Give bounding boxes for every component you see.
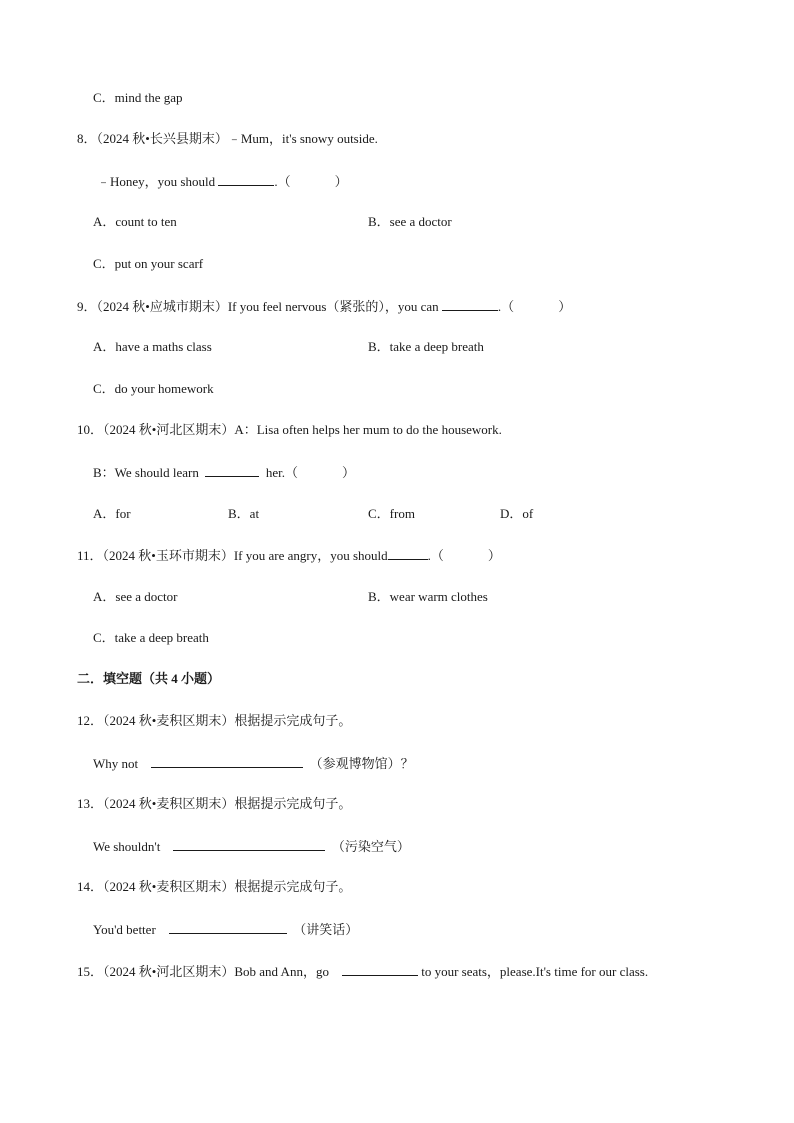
question-number: 13．	[77, 796, 104, 811]
answer-paren-open: .（	[274, 174, 291, 189]
question-prompt: ﹣Mum，it's snowy outside.	[227, 131, 378, 146]
question-source: （2024 秋•麦积区期末）	[103, 879, 235, 894]
question-source: （2024 秋•河北区期末）	[103, 422, 235, 437]
question-12-sentence	[93, 755, 414, 772]
question-15-stem	[77, 963, 648, 980]
hint-text: （污染空气）	[331, 839, 410, 854]
q9-option-a[interactable]: A．have a maths class	[93, 339, 212, 354]
sentence-text: We shouldn't	[93, 839, 161, 854]
reply-text: B：We should learn	[93, 465, 199, 480]
answer-blank[interactable]	[388, 547, 428, 560]
q11-option-a[interactable]: A．see a doctor	[93, 589, 178, 604]
answer-paren-open: her.（	[265, 465, 298, 480]
question-instruction: 根据提示完成句子。	[234, 713, 352, 728]
question-number: 15．	[77, 964, 104, 979]
q8-option-b[interactable]: B．see a doctor	[368, 214, 452, 229]
sentence-text: You'd better	[93, 922, 156, 937]
question-source: （2024 秋•玉环市期末）	[102, 548, 234, 563]
q10-option-a[interactable]: A．for	[93, 506, 131, 521]
question-12-stem	[77, 713, 351, 729]
question-9-stem	[77, 298, 571, 315]
answer-blank[interactable]	[173, 838, 325, 851]
question-10-reply	[93, 464, 355, 481]
answer-blank[interactable]	[205, 464, 259, 477]
reply-text: ﹣Honey，you should	[97, 174, 216, 189]
question-source: （2024 秋•麦积区期末）	[103, 713, 235, 728]
answer-paren-close: ）	[558, 299, 572, 314]
question-13-sentence	[93, 838, 410, 855]
question-instruction: 根据提示完成句子。	[234, 879, 352, 894]
question-source: （2024 秋•麦积区期末）	[103, 796, 235, 811]
q8-option-a[interactable]: A．count to ten	[93, 214, 177, 229]
answer-paren-open: .（	[427, 548, 444, 563]
question-number: 9．	[77, 299, 97, 314]
q9-option-b[interactable]: B．take a deep breath	[368, 339, 484, 354]
q10-option-c[interactable]: C．from	[368, 506, 415, 521]
sentence-text: Bob and Ann，go	[234, 964, 329, 979]
sentence-text: Why not	[93, 756, 139, 771]
question-number: 11．	[77, 548, 103, 563]
hint-text: （参观博物馆）？	[309, 756, 414, 771]
question-8-stem	[77, 131, 378, 147]
sentence-text-end: to your seats，please.It's time for our class.	[421, 964, 649, 979]
question-number: 14．	[77, 879, 104, 894]
answer-paren-close: ）	[487, 548, 501, 563]
question-number: 12．	[77, 713, 104, 728]
q9-option-c[interactable]: C．do your homework	[93, 381, 214, 396]
q11-option-b[interactable]: B．wear warm clothes	[368, 589, 488, 604]
section-heading: 二．填空题（共 4 小题）	[77, 671, 221, 686]
question-14-sentence	[93, 921, 358, 938]
answer-blank[interactable]	[169, 921, 287, 934]
question-prompt: If you are angry，you should	[233, 548, 388, 563]
q10-option-b[interactable]: B．at	[228, 506, 260, 521]
answer-paren-open: .（	[497, 299, 515, 314]
q10-option-d[interactable]: D．of	[500, 506, 534, 521]
answer-blank[interactable]	[218, 173, 274, 186]
answer-blank[interactable]	[342, 963, 418, 976]
q8-option-c[interactable]: C．put on your scarf	[93, 256, 204, 271]
question-11-stem	[77, 547, 501, 564]
question-source: （2024 秋•河北区期末）	[103, 964, 235, 979]
answer-paren-close: ）	[334, 174, 348, 189]
question-prompt: If you feel nervous（紧张的），you can	[227, 299, 439, 314]
question-10-stem	[77, 422, 502, 438]
question-source: （2024 秋•长兴县期末）	[96, 131, 228, 146]
answer-paren-close: ）	[341, 465, 355, 480]
question-number: 10．	[77, 422, 104, 437]
hint-text: （讲笑话）	[293, 922, 359, 937]
answer-blank[interactable]	[151, 755, 303, 768]
answer-blank[interactable]	[442, 298, 498, 311]
question-14-stem	[77, 879, 351, 895]
question-13-stem	[77, 796, 351, 812]
q7-option-c: C．mind the gap	[93, 90, 183, 105]
question-prompt: A：Lisa often helps her mum to do the housework.	[234, 422, 502, 437]
q11-option-c[interactable]: C．take a deep breath	[93, 630, 209, 645]
question-source: （2024 秋•应城市期末）	[96, 299, 228, 314]
question-number: 8．	[77, 131, 97, 146]
question-8-reply	[97, 173, 348, 190]
question-instruction: 根据提示完成句子。	[234, 796, 352, 811]
